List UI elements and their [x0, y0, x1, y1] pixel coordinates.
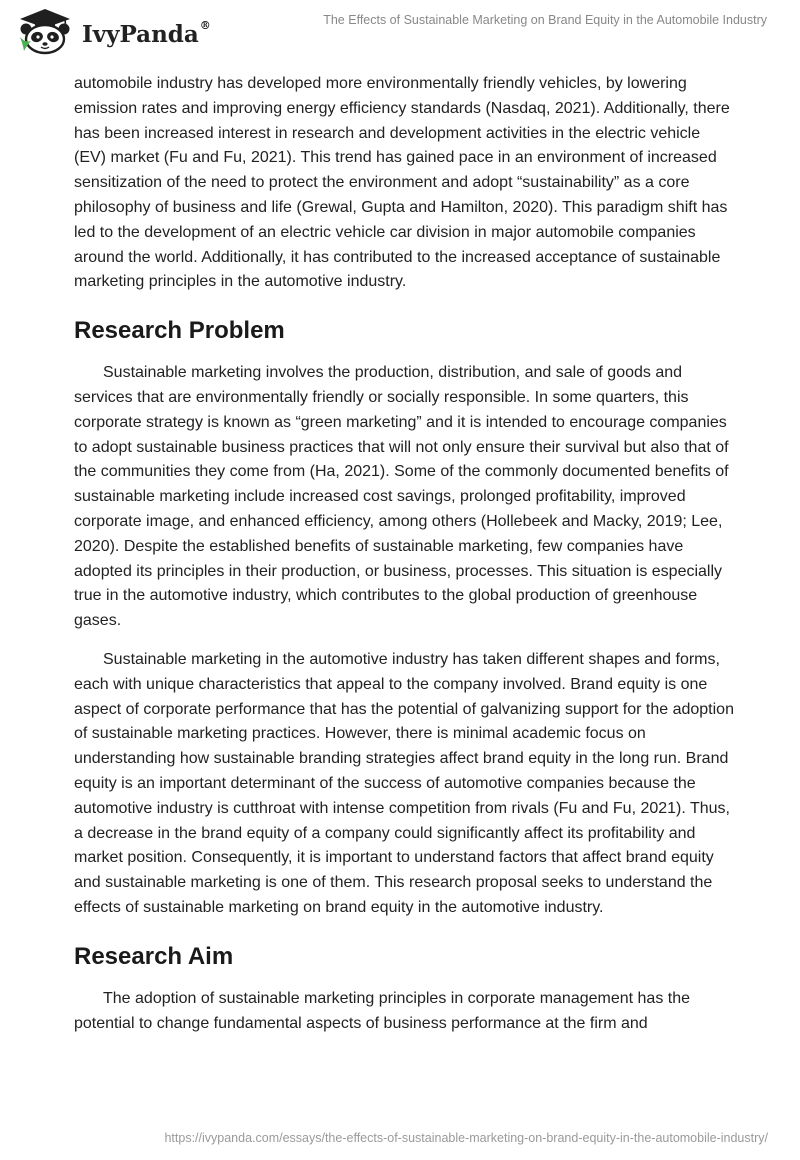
intro-paragraph: automobile industry has developed more environmentally friendly vehicles, by lowering emission rates and improving energy efficiency standards (Nasdaq, 2021). Additionally, there has been increased interest in research and development activities in the electric vehicle (EV) market (Fu and Fu, 2021). This trend has gained pace in an environment of increased sensitization of the need to protect the environment and adopt “sustainability” as a core philosophy of business and life (Grewal, Gupta and Hamilton, 2020). This paradigm shift has led to the development of an electric vehicle car division in major automobile companies around the world. Additionally, it has contributed to the increased acceptance of sustainable marketing principles in the automotive industry. — [74, 75, 730, 291]
essay-body — [74, 72, 734, 1050]
research-problem-heading: Research Problem — [74, 317, 285, 345]
research-aim-paragraph-1: The adoption of sustainable marketing principles in corporate management has the potential to change fundamental aspects of business performance at the firm and — [74, 989, 691, 1032]
page-header — [0, 0, 800, 70]
research-problem-paragraph-2: Sustainable marketing in the automotive industry has taken different shapes and forms, each with unique characteristics that appeal to the company involved. Brand equity is one aspect of corporate performance that has the potential of galvanizing support for the adoption of sustainable marketing practices. However, there is minimal academic focus on understanding how sustainable branding strategies affect brand equity in the long run. Brand equity is an important determinant of the success of automotive companies because the automotive industry is cutthroat with intense competition from rivals (Fu and Fu, 2021). Thus, a decrease in the brand equity of a company could significantly affect its profitability and market position. Consequently, it is important to understand factors that affect brand equity and sustainable marketing is one of them. This research proposal seeks to understand the effects of sustainable marketing on brand equity in the automotive industry. — [74, 650, 734, 916]
source-url-link[interactable]: https://ivypanda.com/essays/the-effects-of-sustainable-marketing-on-brand-equity-in-the-automobile-industry/ — [164, 1131, 768, 1145]
brand-name: IvyPanda® — [82, 19, 211, 48]
panda-graduate-icon — [14, 7, 76, 55]
running-title: The Effects of Sustainable Marketing on Brand Equity in the Automobile Industry — [323, 13, 767, 27]
research-aim-heading: Research Aim — [74, 942, 234, 970]
research-problem-paragraph-1: Sustainable marketing involves the production, distribution, and sale of goods and services that are environmentally friendly or socially responsible. In some quarters, this corporate strategy is known as “green marketing” and it is intended to encourage companies to adopt sustainable business practices that will not only ensure their survival but also that of the communities they come from (Ha, 2021). Some of the commonly documented benefits of sustainable marketing include increased cost savings, prolonged profitability, improved corporate image, and enhanced efficiency, among others (Hollebeek and Macky, 2019; Lee, 2020). Despite the established benefits of sustainable marketing, few companies have adopted its principles in their production, or business, processes. This situation is especially true in the automotive industry, which contributes to the global production of greenhouse gases. — [74, 364, 729, 630]
